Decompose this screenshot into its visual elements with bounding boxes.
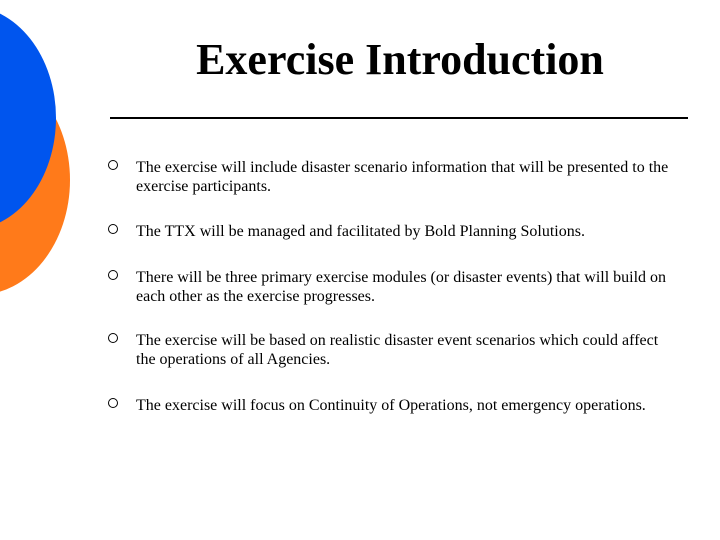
title-divider — [110, 117, 688, 119]
bullet-text: The TTX will be managed and facilitated by Bold Planning Solutions. — [136, 223, 585, 240]
bullet-text: The exercise will be based on realistic disaster event scenarios which could affect the operations of all Agencies. — [136, 332, 659, 368]
bullet-circle-icon — [108, 333, 118, 343]
bullet-text: The exercise will include disaster scenario information that will be presented to the exercise participants. — [136, 159, 669, 195]
bullet-item — [108, 158, 678, 196]
bullet-item — [108, 222, 678, 241]
bullet-text: The exercise will focus on Continuity of Operations, not emergency operations. — [136, 397, 646, 414]
bullet-circle-icon — [108, 160, 118, 170]
bullet-text: There will be three primary exercise modules (or disaster events) that will build on each other as the exercise progresses. — [136, 269, 667, 305]
corner-decoration — [0, 0, 80, 300]
bullet-item — [108, 268, 678, 306]
bullet-circle-icon — [108, 270, 118, 280]
bullet-circle-icon — [108, 398, 118, 408]
bullet-item — [108, 396, 678, 415]
bullet-item — [108, 331, 678, 369]
bullet-circle-icon — [108, 224, 118, 234]
slide-title: Exercise Introduction — [196, 35, 604, 84]
